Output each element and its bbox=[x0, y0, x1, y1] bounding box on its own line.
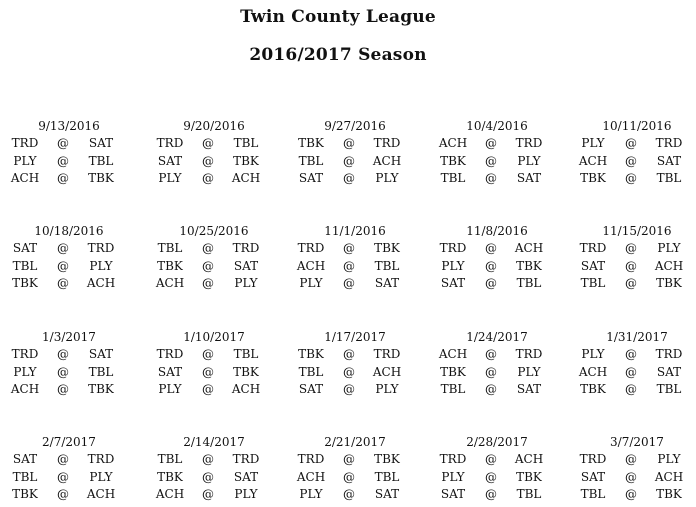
away-team: TBK bbox=[12, 276, 38, 290]
game-row bbox=[572, 135, 696, 153]
at-symbol: @ bbox=[57, 487, 69, 501]
week-date: 10/25/2016 bbox=[179, 224, 249, 238]
game-row bbox=[149, 170, 273, 188]
home-team: TBL bbox=[656, 171, 682, 185]
away-team: TBL bbox=[298, 153, 324, 168]
away-team: TBL bbox=[12, 258, 38, 273]
away-team: TBK bbox=[157, 469, 183, 484]
at-symbol: @ bbox=[485, 487, 497, 501]
away-team: TRD bbox=[11, 136, 39, 150]
week-block bbox=[432, 434, 556, 504]
at-symbol: @ bbox=[343, 347, 355, 361]
game-row bbox=[290, 451, 414, 469]
week-block bbox=[149, 434, 273, 504]
home-team: TBL bbox=[233, 347, 259, 361]
week-date: 10/11/2016 bbox=[602, 119, 672, 133]
away-team: TRD bbox=[579, 452, 607, 466]
away-team: PLY bbox=[158, 171, 182, 185]
at-symbol: @ bbox=[343, 469, 355, 484]
at-symbol: @ bbox=[485, 364, 497, 379]
week-date: 1/24/2017 bbox=[466, 330, 528, 344]
away-team: SAT bbox=[580, 258, 606, 273]
at-symbol: @ bbox=[343, 241, 355, 255]
game-row bbox=[149, 275, 273, 293]
game-row bbox=[432, 469, 556, 487]
week-date: 3/7/2017 bbox=[610, 435, 664, 449]
at-symbol: @ bbox=[625, 258, 637, 273]
home-team: TRD bbox=[232, 452, 260, 466]
at-symbol: @ bbox=[343, 171, 355, 185]
away-team: TBL bbox=[580, 487, 606, 501]
home-team: TBL bbox=[656, 382, 682, 396]
home-team: TBK bbox=[374, 452, 400, 466]
week-date: 1/17/2017 bbox=[324, 330, 386, 344]
away-team: TBL bbox=[157, 452, 183, 466]
home-team: TRD bbox=[373, 136, 401, 150]
home-team: PLY bbox=[657, 241, 681, 255]
week-block bbox=[432, 118, 556, 188]
away-team: PLY bbox=[581, 136, 605, 150]
at-symbol: @ bbox=[625, 469, 637, 484]
week-block bbox=[290, 434, 414, 504]
home-team: TBK bbox=[516, 258, 542, 273]
away-team: TBL bbox=[440, 382, 466, 396]
game-row bbox=[432, 346, 556, 364]
week-block bbox=[290, 329, 414, 399]
week-block bbox=[572, 118, 696, 188]
game-row bbox=[432, 451, 556, 469]
home-team: PLY bbox=[89, 469, 113, 484]
week-date: 10/4/2016 bbox=[466, 119, 528, 133]
game-row bbox=[4, 486, 128, 504]
away-team: TBK bbox=[440, 153, 466, 168]
away-team: ACH bbox=[438, 347, 468, 361]
away-team: SAT bbox=[12, 241, 38, 255]
week-block bbox=[149, 223, 273, 293]
week-date: 11/1/2016 bbox=[324, 224, 386, 238]
home-team: PLY bbox=[375, 171, 399, 185]
at-symbol: @ bbox=[202, 452, 214, 466]
week-date: 11/15/2016 bbox=[602, 224, 672, 238]
at-symbol: @ bbox=[343, 276, 355, 290]
home-team: TRD bbox=[515, 347, 543, 361]
at-symbol: @ bbox=[485, 258, 497, 273]
away-team: TRD bbox=[156, 136, 184, 150]
game-row bbox=[149, 346, 273, 364]
week-date: 10/18/2016 bbox=[34, 224, 104, 238]
at-symbol: @ bbox=[57, 469, 69, 484]
at-symbol: @ bbox=[485, 452, 497, 466]
home-team: TBL bbox=[516, 276, 542, 290]
week-block bbox=[572, 329, 696, 399]
home-team: PLY bbox=[89, 258, 113, 273]
home-team: ACH bbox=[231, 382, 261, 396]
at-symbol: @ bbox=[202, 364, 214, 379]
game-row bbox=[149, 364, 273, 382]
away-team: ACH bbox=[296, 469, 326, 484]
home-team: SAT bbox=[656, 364, 682, 379]
home-team: TBL bbox=[88, 364, 114, 379]
away-team: ACH bbox=[438, 136, 468, 150]
at-symbol: @ bbox=[485, 276, 497, 290]
home-team: PLY bbox=[517, 153, 541, 168]
game-row bbox=[432, 275, 556, 293]
week-date: 11/8/2016 bbox=[466, 224, 528, 238]
at-symbol: @ bbox=[625, 347, 637, 361]
game-row bbox=[572, 258, 696, 276]
away-team: SAT bbox=[440, 276, 466, 290]
home-team: TRD bbox=[655, 347, 683, 361]
game-row bbox=[572, 346, 696, 364]
away-team: TRD bbox=[156, 347, 184, 361]
game-row bbox=[149, 381, 273, 399]
at-symbol: @ bbox=[57, 136, 69, 150]
game-row bbox=[290, 469, 414, 487]
away-team: SAT bbox=[157, 364, 183, 379]
game-row bbox=[4, 381, 128, 399]
home-team: TBK bbox=[233, 153, 259, 168]
game-row bbox=[290, 486, 414, 504]
game-row bbox=[572, 486, 696, 504]
week-block bbox=[432, 329, 556, 399]
at-symbol: @ bbox=[625, 382, 637, 396]
at-symbol: @ bbox=[625, 136, 637, 150]
game-row bbox=[572, 364, 696, 382]
at-symbol: @ bbox=[625, 364, 637, 379]
away-team: ACH bbox=[155, 276, 185, 290]
week-block bbox=[572, 434, 696, 504]
league-title: Twin County League bbox=[240, 7, 436, 27]
away-team: TRD bbox=[579, 241, 607, 255]
at-symbol: @ bbox=[202, 487, 214, 501]
away-team: PLY bbox=[441, 258, 465, 273]
week-block bbox=[4, 223, 128, 293]
at-symbol: @ bbox=[57, 276, 69, 290]
away-team: TBL bbox=[12, 469, 38, 484]
at-symbol: @ bbox=[343, 382, 355, 396]
week-block bbox=[149, 329, 273, 399]
game-row bbox=[4, 135, 128, 153]
away-team: SAT bbox=[580, 469, 606, 484]
game-row bbox=[572, 240, 696, 258]
season-title: 2016/2017 Season bbox=[249, 45, 427, 65]
away-team: ACH bbox=[155, 487, 185, 501]
away-team: PLY bbox=[13, 364, 37, 379]
home-team: TBL bbox=[233, 136, 259, 150]
game-row bbox=[4, 153, 128, 171]
week-date: 9/20/2016 bbox=[183, 119, 245, 133]
home-team: ACH bbox=[372, 153, 402, 168]
home-team: PLY bbox=[517, 364, 541, 379]
week-block bbox=[290, 118, 414, 188]
game-row bbox=[149, 486, 273, 504]
game-row bbox=[290, 258, 414, 276]
away-team: TBK bbox=[157, 258, 183, 273]
game-row bbox=[290, 381, 414, 399]
game-row bbox=[572, 153, 696, 171]
home-team: SAT bbox=[374, 276, 400, 290]
at-symbol: @ bbox=[202, 276, 214, 290]
game-row bbox=[572, 275, 696, 293]
at-symbol: @ bbox=[57, 171, 69, 185]
home-team: PLY bbox=[234, 276, 258, 290]
away-team: PLY bbox=[158, 382, 182, 396]
home-team: PLY bbox=[375, 382, 399, 396]
home-team: TBK bbox=[516, 469, 542, 484]
home-team: TBL bbox=[374, 258, 400, 273]
away-team: ACH bbox=[10, 171, 40, 185]
game-row bbox=[149, 258, 273, 276]
at-symbol: @ bbox=[202, 171, 214, 185]
game-row bbox=[432, 135, 556, 153]
week-date: 2/28/2017 bbox=[466, 435, 528, 449]
home-team: SAT bbox=[233, 469, 259, 484]
away-team: ACH bbox=[10, 382, 40, 396]
week-block bbox=[572, 223, 696, 293]
game-row bbox=[4, 258, 128, 276]
at-symbol: @ bbox=[343, 364, 355, 379]
away-team: TBK bbox=[298, 347, 324, 361]
at-symbol: @ bbox=[343, 487, 355, 501]
at-symbol: @ bbox=[625, 452, 637, 466]
game-row bbox=[290, 275, 414, 293]
away-team: SAT bbox=[298, 171, 324, 185]
week-date: 1/10/2017 bbox=[183, 330, 245, 344]
home-team: SAT bbox=[516, 382, 542, 396]
home-team: ACH bbox=[231, 171, 261, 185]
home-team: SAT bbox=[88, 136, 114, 150]
at-symbol: @ bbox=[57, 258, 69, 273]
at-symbol: @ bbox=[57, 382, 69, 396]
home-team: ACH bbox=[86, 487, 116, 501]
at-symbol: @ bbox=[343, 258, 355, 273]
away-team: TBL bbox=[440, 171, 466, 185]
away-team: PLY bbox=[441, 469, 465, 484]
at-symbol: @ bbox=[343, 452, 355, 466]
at-symbol: @ bbox=[625, 276, 637, 290]
game-row bbox=[572, 469, 696, 487]
away-team: TRD bbox=[11, 347, 39, 361]
game-row bbox=[572, 451, 696, 469]
game-row bbox=[4, 364, 128, 382]
away-team: TBL bbox=[157, 241, 183, 255]
game-row bbox=[290, 135, 414, 153]
at-symbol: @ bbox=[202, 469, 214, 484]
week-block bbox=[149, 118, 273, 188]
away-team: PLY bbox=[581, 347, 605, 361]
week-date: 2/21/2017 bbox=[324, 435, 386, 449]
at-symbol: @ bbox=[625, 241, 637, 255]
game-row bbox=[290, 153, 414, 171]
game-row bbox=[432, 381, 556, 399]
home-team: TRD bbox=[232, 241, 260, 255]
game-row bbox=[432, 170, 556, 188]
at-symbol: @ bbox=[202, 153, 214, 168]
away-team: TBK bbox=[440, 364, 466, 379]
away-team: TRD bbox=[439, 241, 467, 255]
home-team: TBL bbox=[88, 153, 114, 168]
week-block bbox=[4, 434, 128, 504]
at-symbol: @ bbox=[202, 347, 214, 361]
at-symbol: @ bbox=[485, 347, 497, 361]
away-team: TBK bbox=[580, 382, 606, 396]
home-team: TRD bbox=[87, 241, 115, 255]
home-team: SAT bbox=[656, 153, 682, 168]
home-team: TBK bbox=[88, 382, 114, 396]
home-team: ACH bbox=[654, 469, 684, 484]
game-row bbox=[4, 346, 128, 364]
game-row bbox=[149, 469, 273, 487]
away-team: TBK bbox=[298, 136, 324, 150]
home-team: PLY bbox=[657, 452, 681, 466]
week-date: 1/31/2017 bbox=[606, 330, 668, 344]
at-symbol: @ bbox=[202, 136, 214, 150]
week-block bbox=[290, 223, 414, 293]
away-team: PLY bbox=[13, 153, 37, 168]
away-team: SAT bbox=[12, 452, 38, 466]
at-symbol: @ bbox=[625, 171, 637, 185]
game-row bbox=[290, 240, 414, 258]
game-row bbox=[432, 153, 556, 171]
at-symbol: @ bbox=[202, 382, 214, 396]
at-symbol: @ bbox=[343, 153, 355, 168]
week-date: 1/3/2017 bbox=[42, 330, 96, 344]
at-symbol: @ bbox=[57, 364, 69, 379]
home-team: TRD bbox=[655, 136, 683, 150]
game-row bbox=[149, 153, 273, 171]
game-row bbox=[432, 240, 556, 258]
week-block bbox=[432, 223, 556, 293]
game-row bbox=[572, 381, 696, 399]
game-row bbox=[432, 258, 556, 276]
week-date: 9/27/2016 bbox=[324, 119, 386, 133]
game-row bbox=[149, 135, 273, 153]
away-team: SAT bbox=[440, 487, 466, 501]
game-row bbox=[4, 451, 128, 469]
away-team: TBL bbox=[298, 364, 324, 379]
week-block bbox=[4, 329, 128, 399]
home-team: ACH bbox=[86, 276, 116, 290]
at-symbol: @ bbox=[485, 153, 497, 168]
week-date: 9/13/2016 bbox=[38, 119, 100, 133]
home-team: TBK bbox=[656, 487, 682, 501]
away-team: PLY bbox=[299, 276, 323, 290]
home-team: TBL bbox=[516, 487, 542, 501]
away-team: ACH bbox=[578, 153, 608, 168]
home-team: TBK bbox=[233, 364, 259, 379]
away-team: ACH bbox=[578, 364, 608, 379]
game-row bbox=[290, 170, 414, 188]
home-team: ACH bbox=[514, 452, 544, 466]
away-team: TRD bbox=[439, 452, 467, 466]
game-row bbox=[149, 451, 273, 469]
home-team: TRD bbox=[515, 136, 543, 150]
home-team: SAT bbox=[516, 171, 542, 185]
home-team: TBK bbox=[88, 171, 114, 185]
at-symbol: @ bbox=[485, 382, 497, 396]
game-row bbox=[4, 240, 128, 258]
home-team: TBL bbox=[374, 469, 400, 484]
at-symbol: @ bbox=[57, 452, 69, 466]
game-row bbox=[4, 170, 128, 188]
game-row bbox=[4, 275, 128, 293]
home-team: TBK bbox=[656, 276, 682, 290]
game-row bbox=[149, 240, 273, 258]
away-team: SAT bbox=[298, 382, 324, 396]
game-row bbox=[432, 364, 556, 382]
at-symbol: @ bbox=[625, 487, 637, 501]
week-block bbox=[4, 118, 128, 188]
at-symbol: @ bbox=[202, 241, 214, 255]
at-symbol: @ bbox=[202, 258, 214, 273]
at-symbol: @ bbox=[485, 241, 497, 255]
home-team: TRD bbox=[87, 452, 115, 466]
home-team: ACH bbox=[654, 258, 684, 273]
away-team: TBK bbox=[12, 487, 38, 501]
away-team: TRD bbox=[297, 452, 325, 466]
week-date: 2/14/2017 bbox=[183, 435, 245, 449]
at-symbol: @ bbox=[343, 136, 355, 150]
at-symbol: @ bbox=[625, 153, 637, 168]
at-symbol: @ bbox=[57, 153, 69, 168]
week-date: 2/7/2017 bbox=[42, 435, 96, 449]
home-team: ACH bbox=[514, 241, 544, 255]
away-team: PLY bbox=[299, 487, 323, 501]
home-team: ACH bbox=[372, 364, 402, 379]
game-row bbox=[572, 170, 696, 188]
at-symbol: @ bbox=[485, 136, 497, 150]
away-team: TRD bbox=[297, 241, 325, 255]
game-row bbox=[4, 469, 128, 487]
away-team: ACH bbox=[296, 258, 326, 273]
home-team: SAT bbox=[233, 258, 259, 273]
at-symbol: @ bbox=[485, 171, 497, 185]
home-team: TBK bbox=[374, 241, 400, 255]
at-symbol: @ bbox=[57, 347, 69, 361]
away-team: TBK bbox=[580, 171, 606, 185]
home-team: PLY bbox=[234, 487, 258, 501]
away-team: TBL bbox=[580, 276, 606, 290]
game-row bbox=[432, 486, 556, 504]
game-row bbox=[290, 364, 414, 382]
home-team: TRD bbox=[373, 347, 401, 361]
at-symbol: @ bbox=[485, 469, 497, 484]
away-team: SAT bbox=[157, 153, 183, 168]
game-row bbox=[290, 346, 414, 364]
home-team: SAT bbox=[374, 487, 400, 501]
home-team: SAT bbox=[88, 347, 114, 361]
at-symbol: @ bbox=[57, 241, 69, 255]
